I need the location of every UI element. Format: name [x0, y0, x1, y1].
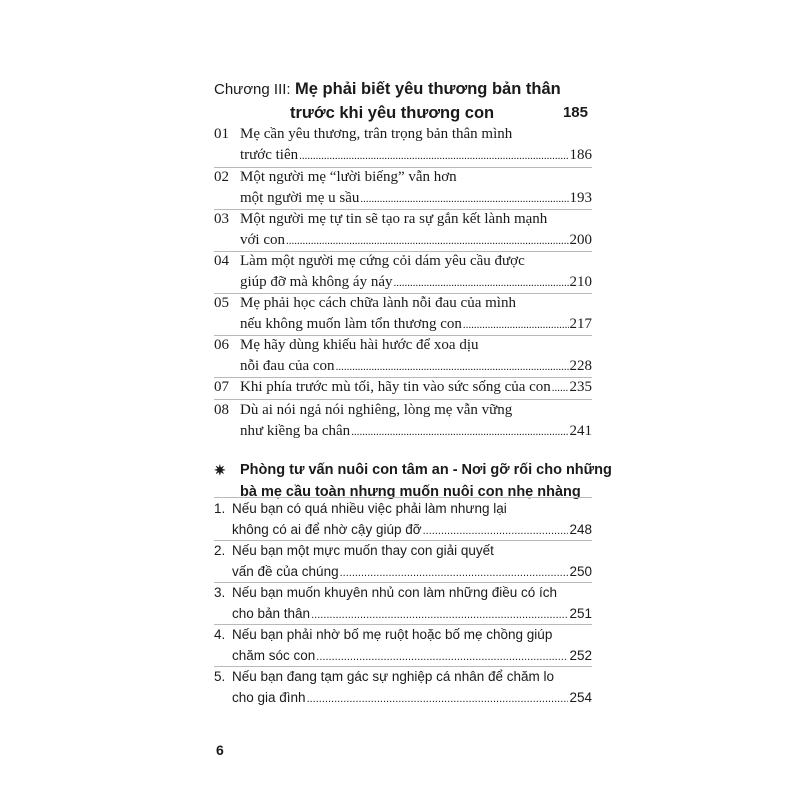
- entry-number: 3.: [214, 585, 226, 600]
- entry-number: 06: [214, 337, 229, 353]
- section-title-line1: Phòng tư vấn nuôi con tâm an - Nơi gỡ rối cho những: [240, 462, 612, 478]
- entry-page: 186: [569, 147, 592, 163]
- entry-number: 1.: [214, 501, 226, 516]
- entry-number: 4.: [214, 627, 226, 642]
- entry-title: Mẹ phải học cách chữa lành nỗi đau của mình: [240, 295, 516, 311]
- entry-title: Nếu bạn muốn khuyên nhủ con làm những điều có ích: [232, 585, 558, 600]
- leader-dots: [552, 377, 569, 399]
- leader-dots: [307, 687, 569, 710]
- entry-number: 01: [214, 126, 229, 142]
- toc-entry: [214, 335, 592, 377]
- entry-page: 252: [569, 648, 592, 663]
- entry-title-cont: cho gia đình: [232, 690, 306, 705]
- entry-title-cont: với con: [240, 232, 286, 248]
- chapter-prefix: Chương III:: [214, 81, 291, 98]
- entry-title-cont: chăm sóc con: [232, 648, 316, 663]
- entry-number: 04: [214, 253, 229, 269]
- entry-page: 254: [569, 690, 592, 705]
- entry-page: 210: [569, 274, 592, 290]
- leader-dots: [423, 519, 569, 542]
- entry-title-cont: như kiềng ba chân: [240, 423, 351, 439]
- entry-number: 5.: [214, 669, 226, 684]
- chapter-page-number: 185: [562, 104, 588, 121]
- entry-title: Nếu bạn đang tạm gác sự nghiệp cá nhân để chăm lo: [232, 669, 555, 684]
- leader-dots: [299, 145, 568, 167]
- entry-page: 200: [569, 232, 592, 248]
- page-number: 6: [216, 742, 224, 758]
- entry-title: Nếu bạn có quá nhiều việc phải làm nhưng lại: [232, 501, 507, 516]
- section-title-line2: bà mẹ cầu toàn nhưng muốn nuôi con nhẹ nhàng: [240, 484, 581, 500]
- entry-title-cont: trước tiên: [240, 147, 299, 163]
- entry-title: Dù ai nói ngả nói nghiêng, lòng mẹ vẫn vững: [240, 402, 513, 418]
- entry-page: 217: [569, 316, 592, 332]
- leader-dots: [463, 314, 569, 336]
- entry-number: 05: [214, 295, 229, 311]
- leader-dots: [336, 356, 569, 378]
- star-icon: ✷: [214, 462, 226, 478]
- toc-entry: [214, 400, 592, 442]
- entry-title-cont: cho bản thân: [232, 606, 311, 621]
- entry-title: Một người mẹ “lười biếng” vẫn hơn: [240, 169, 457, 185]
- toc-entry: [214, 582, 592, 624]
- entry-title: Mẹ cần yêu thương, trân trọng bản thân mình: [240, 126, 513, 142]
- entry-title-cont: nếu không muốn làm tổn thương con: [240, 316, 462, 332]
- entry-number: 08: [214, 402, 229, 418]
- leader-dots: [360, 188, 568, 210]
- toc-entry: [214, 498, 592, 540]
- entry-title: Làm một người mẹ cứng cỏi dám yêu cầu được: [240, 253, 525, 269]
- entry-page: 248: [569, 522, 592, 537]
- entry-number: 02: [214, 169, 229, 185]
- entry-title: Một người mẹ tự tin sẽ tạo ra sự gắn kết lành mạnh: [240, 211, 548, 227]
- toc-entry: [214, 293, 592, 335]
- leader-dots: [340, 561, 569, 584]
- entry-title-cont: không có ai để nhờ cậy giúp đỡ: [232, 522, 422, 537]
- leader-dots: [286, 230, 568, 252]
- entry-title-cont: nỗi đau của con: [240, 358, 335, 374]
- toc-entry: [214, 167, 592, 209]
- toc-entry: [214, 251, 592, 293]
- leader-dots: [351, 421, 568, 443]
- chapter-title-line1: Mẹ phải biết yêu thương bản thân: [295, 80, 561, 98]
- entry-title: Nếu bạn phải nhờ bố mẹ ruột hoặc bố mẹ chồng giúp: [232, 627, 553, 642]
- entry-title-cont: giúp đỡ mà không áy náy: [240, 274, 393, 290]
- entry-title: Mẹ hãy dùng khiếu hài hước để xoa dịu: [240, 337, 479, 353]
- entry-page: 241: [569, 423, 592, 439]
- entry-title: Khi phía trước mù tối, hãy tin vào sức sống của con: [240, 379, 551, 395]
- entry-page: 250: [569, 564, 592, 579]
- leader-dots: [394, 272, 569, 294]
- toc-entry: [214, 377, 592, 398]
- entry-title: Nếu bạn một mực muốn thay con giải quyết: [232, 543, 494, 558]
- toc-entry: [214, 540, 592, 582]
- toc-entry: [214, 209, 592, 251]
- entry-number: 2.: [214, 543, 226, 558]
- leader-dots: [311, 603, 568, 626]
- entry-page: 228: [569, 358, 592, 374]
- chapter-title-line2: trước khi yêu thương con: [290, 104, 495, 122]
- entry-page: 251: [569, 606, 592, 621]
- toc-entry: [214, 624, 592, 666]
- entry-page: 193: [569, 190, 592, 206]
- entry-page: 235: [569, 379, 592, 395]
- leader-dots: [316, 645, 568, 668]
- chapter-heading: [214, 78, 594, 124]
- entry-title-cont: một người mẹ u sầu: [240, 190, 360, 206]
- toc-entry: [214, 124, 592, 166]
- entry-number: 03: [214, 211, 229, 227]
- entry-title-cont: vấn đề của chúng: [232, 564, 339, 579]
- toc-entry: [214, 666, 592, 708]
- entry-number: 07: [214, 379, 229, 395]
